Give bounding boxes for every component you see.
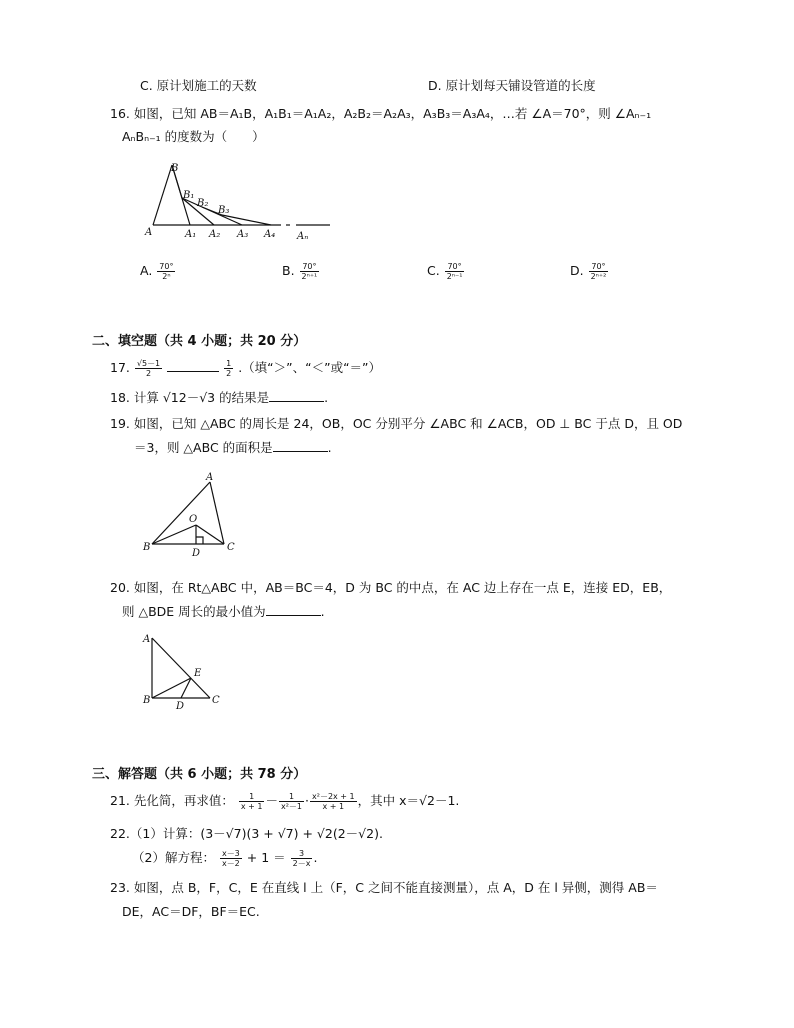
q19-answer-blank[interactable] <box>273 451 328 452</box>
q20-question-line2: 则 △BDE 周长的最小值为 . <box>122 604 325 619</box>
q16-label-b: B <box>171 163 179 174</box>
q16-option-a: A. $\frac{70^\circ}{\text{2ⁿ}}$ <box>140 262 174 281</box>
q21: 21. 先化简，再求值： $\frac{1}{x + 1}$ － $\frac{1}{\text{x²－1}}$ · $\frac{\text{x²－2x + 1}}{x + 1}$ ，其中 x＝√2－1. <box>110 792 460 811</box>
q16-option-d: D. $\frac{70^\circ}{\text{2ⁿ⁺²}}$ <box>570 262 607 281</box>
q16-label-a3: A₃ <box>237 229 249 240</box>
q17-answer-blank[interactable] <box>167 371 219 372</box>
q20-question-line1: 20. 如图，在 Rt△ABC 中，AB＝BC＝4，D 为 BC 的中点，在 AC 边上存在一点 E，连接 ED，EB， <box>110 580 672 595</box>
q16-label-b3: B₃ <box>218 205 230 216</box>
q16-label-b1: B₁ <box>183 190 195 201</box>
q16-label-a1: A₁ <box>185 229 197 240</box>
q16-figure <box>140 155 340 245</box>
q22-part2: （2）解方程： $\frac{x-3}{x-2}$ + 1 ＝ $\frac{3}{2-x}$ . <box>132 849 318 868</box>
q16-label-a2: A₂ <box>209 229 221 240</box>
section2-title: 二、填空题（共 4 小题；共 20 分） <box>92 334 307 349</box>
q18-answer-blank[interactable] <box>269 401 324 402</box>
q19-label-o: O <box>189 514 198 525</box>
q17-left-fraction: $\frac{√5-1}{2}$ <box>136 359 161 378</box>
q16-label-b2: B₂ <box>197 198 209 209</box>
q19-label-b: B <box>143 542 151 553</box>
q19-label-a: A <box>206 472 214 483</box>
section3-title: 三、解答题（共 6 小题；共 78 分） <box>92 767 307 782</box>
q16-label-an: Aₙ <box>297 231 309 242</box>
q16-question-line1: 16. 如图，已知 AB＝A₁B，A₁B₁＝A₁A₂，A₂B₂＝A₂A₃，A₃B₃＝A₃A₄，…若 ∠A＝70°，则 ∠Aₙ₋₁ <box>110 106 652 121</box>
q18: 18. 计算 √12－√3 的结果是 . <box>110 390 329 405</box>
q16-option-c: C. $\frac{70^\circ}{\text{2ⁿ⁻¹}}$ <box>427 262 463 281</box>
q18-expression: √12－√3 <box>162 390 216 405</box>
q17: 17. $\frac{√5-1}{2}$ $\frac{1}{2}$ .（填“＞”、“＜”或“＝”） <box>110 359 382 378</box>
q19-label-c: C <box>227 542 235 553</box>
q20-label-c: C <box>212 695 220 706</box>
q23-question-line1: 23. 如图，点 B，F，C，E 在直线 l 上（F，C 之间不能直接测量），点 A，D 在 l 异侧，测得 AB＝ <box>110 880 658 895</box>
q20-label-e: E <box>194 668 202 679</box>
q16-label-a4: A₄ <box>264 229 276 240</box>
q20-label-a: A <box>143 634 151 645</box>
q19-question-line1: 19. 如图，已知 △ABC 的周长是 24，OB，OC 分别平分 ∠ABC 和 ∠ACB，OD ⊥ BC 于点 D，且 OD <box>110 416 683 431</box>
q16-question-line2: AₙBₙ₋₁ 的度数为（ ） <box>122 129 265 144</box>
q15-option-c: C. 原计划施工的天数 <box>140 78 257 93</box>
q20-label-b: B <box>143 695 151 706</box>
q19-figure <box>140 468 250 560</box>
q16-option-b: B. $\frac{70^\circ}{\text{2ⁿ⁺¹}}$ <box>282 262 318 281</box>
q20-answer-blank[interactable] <box>266 615 321 616</box>
q16-label-a: A <box>145 227 153 238</box>
q22-part1: 22.（1）计算：(3－√7)(3 + √7) + √2(2－√2). <box>110 826 383 841</box>
q19-question-line2: ＝3，则 △ABC 的面积是 . <box>134 440 332 455</box>
q23-question-line2: DE，AC＝DF，BF＝EC. <box>122 904 260 919</box>
q20-figure <box>140 630 230 715</box>
q19-label-d: D <box>192 548 201 559</box>
q17-right-fraction: $\frac{1}{2}$ <box>226 359 232 378</box>
q20-label-d: D <box>176 701 185 712</box>
q15-option-d: D. 原计划每天铺设管道的长度 <box>428 78 596 93</box>
